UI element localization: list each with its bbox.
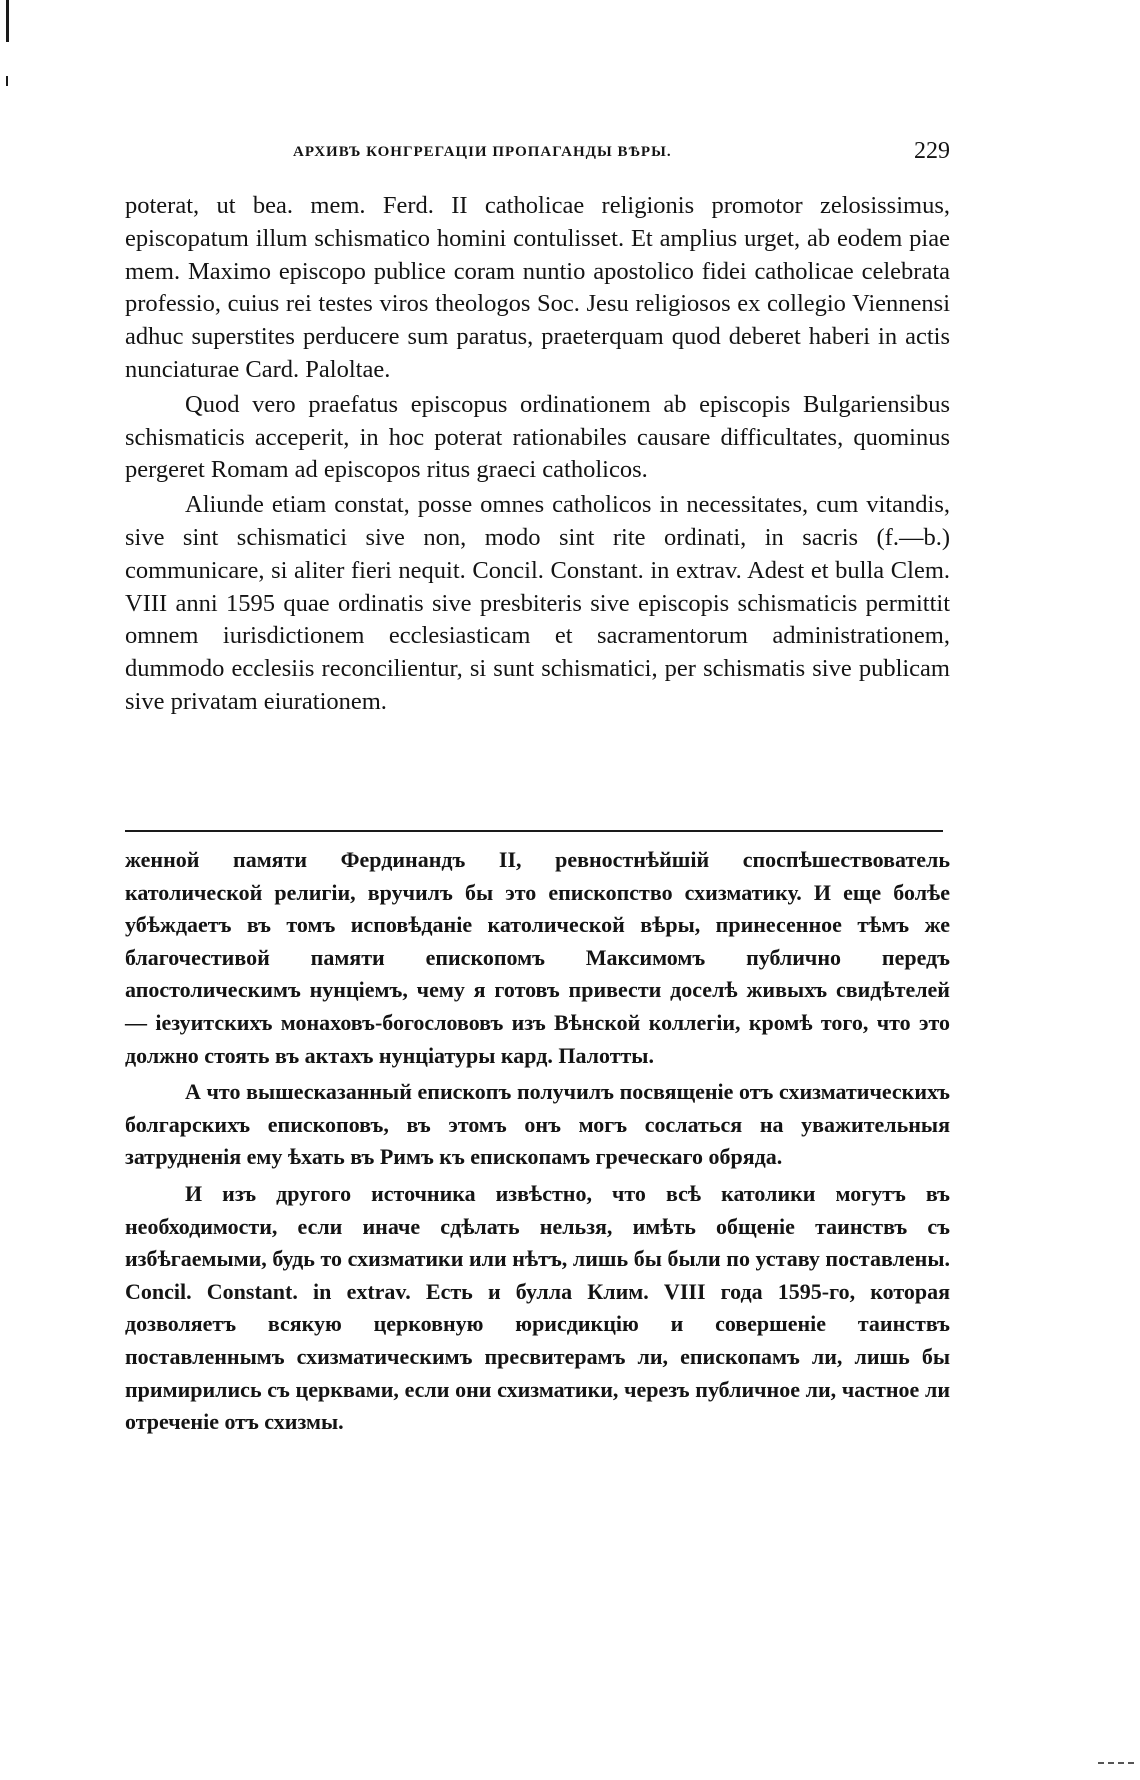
latin-paragraph-3: Aliunde etiam constat, posse omnes catholicos in necessitates, cum vitandis, sive sint schismatici sive non, modo sint rite ordinati, in sacris (f.—b.) communicare, si aliter fieri nequit. Concil. Constant. in extrav. Adest et bulla Clem. VIII anni 1595 quae ordinatis sive presbiteris sive episcopis schismaticis permittit omnem iurisdictionem ecclesiasticam et sacramentorum administrationem, dummodo ecclesiis reconcilientur, si sunt schismatici, per schismatis sive publicam sive privatam eiurationem. xyxy=(125,491,950,715)
running-title: АРХИВЪ КОНГРЕГАЦІИ ПРОПАГАНДЫ ВѢРЫ. xyxy=(293,144,672,160)
latin-text-block xyxy=(125,190,950,719)
russian-paragraph-2: А что вышесказанный епископъ получилъ посвященіе отъ схизматическихъ болгарскихъ епископовъ, въ этомъ онъ могъ сослаться на уважительныя затрудненія ему ѣхать въ Римъ къ епископамъ греческаго обряда. xyxy=(125,1079,950,1170)
russian-translation-block xyxy=(125,844,950,1439)
latin-paragraph-2: Quod vero praefatus episcopus ordinationem ab episcopis Bulgariensibus schismaticis acceperit, in hoc poterat rationabiles causare difficultates, quominus pergeret Romam ad episcopos ritus graeci catholicos. xyxy=(125,390,950,484)
latin-paragraph-1: poterat, ut bea. mem. Ferd. II catholicae religionis promotor zelosissimus, episcopatum illum schismatico homini contulisset. Et amplius urget, ab eodem piae mem. Maximo episcopo publice coram nuntio apostolico fidei catholicae celebrata professio, cuius rei testes viros theologos Soc. Jesu religiosos ex collegio Viennensi adhuc superstites perducere sum paratus, praeterquam quod deberet haberi in actis nunciaturae Card. Paloltae. xyxy=(125,192,950,383)
page-number: 229 xyxy=(914,138,950,164)
scan-edge-mark-small xyxy=(6,76,8,86)
scan-edge-mark xyxy=(6,0,9,42)
footnote-divider xyxy=(125,830,943,832)
russian-paragraph-3: И изъ другого источника извѣстно, что всѣ католики могутъ въ необходимости, если иначе сдѣлать нельзя, имѣть общеніе таинствъ съ избѣгаемыми, будь то схизматики или нѣтъ, лишь бы были по уставу поставлены. Concil. Constant. in extrav. Есть и булла Клим. VIII года 1595-го, которая дозволяетъ всякую церковную юрисдикцію и совершеніе таинствъ поставленнымъ схизматическимъ пресвитерамъ ли, епископамъ ли, лишь бы примирились съ церквами, если они схизматики, черезъ публичное ли, частное ли отреченіе отъ схизмы. xyxy=(125,1180,950,1435)
russian-paragraph-1: женной памяти Фердинандъ II, ревностнѣйшій споспѣшествователь католической религіи, вручилъ бы это епископство схизматику. И еще болѣе убѣждаетъ въ томъ исповѣданіе католической вѣры, принесенное тѣмъ же благочестивой памяти епископомъ Максимомъ публично передъ апостолическимъ нунціемъ, чему я готовъ привести доселѣ живыхъ свидѣтелей — іезуитскихъ монаховъ-богослововъ изъ Вѣнской коллегіи, кромѣ того, что это должно стоять въ актахъ нунціатуры кард. Палотты. xyxy=(125,847,950,1068)
running-header xyxy=(125,138,950,168)
scan-corner-mark xyxy=(1098,1762,1134,1764)
